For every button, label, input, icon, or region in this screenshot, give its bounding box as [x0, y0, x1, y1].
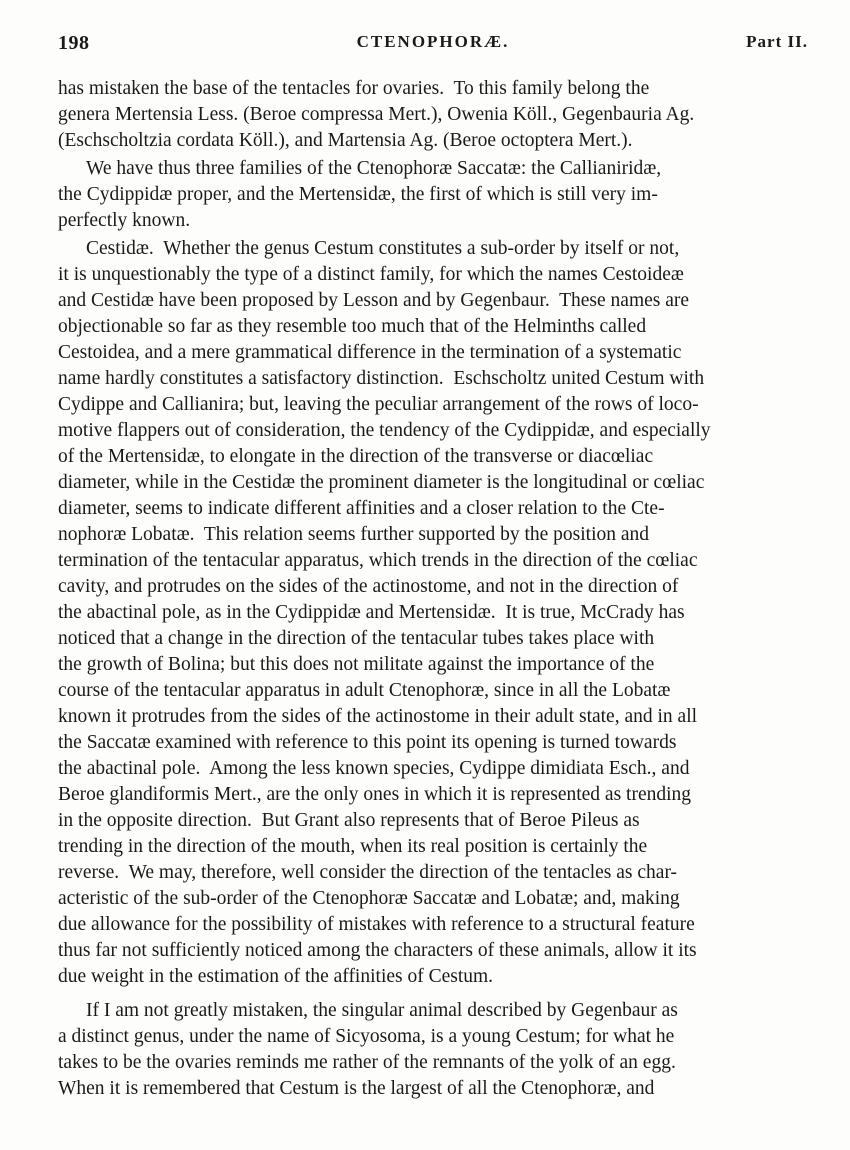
text-line: takes to be the ovaries reminds me rather of the remnants of the yolk of an egg.	[58, 1052, 676, 1073]
text-line: course of the tentacular apparatus in adult Ctenophoræ, since in all the Lobatæ	[58, 680, 671, 701]
page-number: 198	[58, 32, 90, 54]
text-line: When it is remembered that Cestum is the largest of all the Ctenophoræ, and	[58, 1078, 655, 1099]
text-line: of the Mertensidæ, to elongate in the direction of the transverse or diacœliac	[58, 446, 654, 467]
text-line: thus far not sufficiently noticed among the characters of these animals, allow it its	[58, 940, 697, 961]
text-line: acteristic of the sub-order of the Ctenophoræ Saccatæ and Lobatæ; and, making	[58, 888, 680, 909]
text-line: due weight in the estimation of the affinities of Cestum.	[58, 966, 494, 987]
text-line: Beroe glandiformis Mert., are the only ones in which it is represented as trending	[58, 784, 692, 805]
text-line: If I am not greatly mistaken, the singular animal described by Gegenbaur as	[86, 1000, 678, 1021]
text-line: We have thus three families of the Ctenophoræ Saccatæ: the Callianiridæ,	[86, 158, 662, 179]
text-line: the growth of Bolina; but this does not militate against the importance of the	[58, 654, 655, 675]
text-line: known it protrudes from the sides of the actinostome in their adult state, and in all	[58, 706, 698, 727]
text-line: Cestidæ. Whether the genus Cestum constitutes a sub-order by itself or not,	[86, 238, 680, 259]
part-label: Part II.	[746, 32, 808, 51]
text-line: it is unquestionably the type of a distinct family, for which the names Cestoideæ	[58, 264, 684, 285]
text-line: in the opposite direction. But Grant also represents that of Beroe Pileus as	[58, 810, 640, 831]
text-line: due allowance for the possibility of mistakes with reference to a structural feature	[58, 914, 695, 935]
running-title: CTENOPHORÆ.	[356, 32, 510, 51]
text-line: trending in the direction of the mouth, when its real position is certainly the	[58, 836, 648, 857]
text-line: noticed that a change in the direction of the tentacular tubes takes place with	[58, 628, 655, 649]
text-line: name hardly constitutes a satisfactory distinction. Eschscholtz united Cestum with	[58, 368, 705, 389]
text-line: the abactinal pole, as in the Cydippidæ and Mertensidæ. It is true, McCrady has	[58, 602, 685, 623]
text-line: nophoræ Lobatæ. This relation seems further supported by the position and	[58, 524, 650, 545]
running-header	[58, 32, 808, 62]
text-line: a distinct genus, under the name of Sicyosoma, is a young Cestum; for what he	[58, 1026, 675, 1047]
text-line: motive flappers out of consideration, the tendency of the Cydippidæ, and especially	[58, 420, 711, 441]
text-line: Cestoidea, and a mere grammatical difference in the termination of a systematic	[58, 342, 682, 363]
text-line: and Cestidæ have been proposed by Lesson and by Gegenbaur. These names are	[58, 290, 690, 311]
text-line: the abactinal pole. Among the less known species, Cydippe dimidiata Esch., and	[58, 758, 690, 779]
text-line: genera Mertensia Less. (Beroe compressa Mert.), Owenia Köll., Gegenbauria Ag.	[58, 104, 695, 125]
text-line: diameter, while in the Cestidæ the prominent diameter is the longitudinal or cœliac	[58, 472, 705, 493]
text-line: reverse. We may, therefore, well consider the direction of the tentacles as char-	[58, 862, 678, 883]
text-line: termination of the tentacular apparatus, which trends in the direction of the cœliac	[58, 550, 698, 571]
text-line: perfectly known.	[58, 210, 191, 231]
text-line: Cydippe and Callianira; but, leaving the peculiar arrangement of the rows of loco-	[58, 394, 699, 415]
text-line: the Cydippidæ proper, and the Mertensidæ, the first of which is still very im-	[58, 184, 658, 205]
text-line: objectionable so far as they resemble too much that of the Helminths called	[58, 316, 647, 337]
text-line: has mistaken the base of the tentacles for ovaries. To this family belong the	[58, 78, 650, 99]
text-line: the Saccatæ examined with reference to this point its opening is turned towards	[58, 732, 677, 753]
text-line: diameter, seems to indicate different affinities and a closer relation to the Cte-	[58, 498, 665, 519]
text-line: (Eschscholtzia cordata Köll.), and Martensia Ag. (Beroe octoptera Mert.).	[58, 130, 633, 151]
text-line: cavity, and protrudes on the sides of the actinostome, and not in the direction of	[58, 576, 679, 597]
